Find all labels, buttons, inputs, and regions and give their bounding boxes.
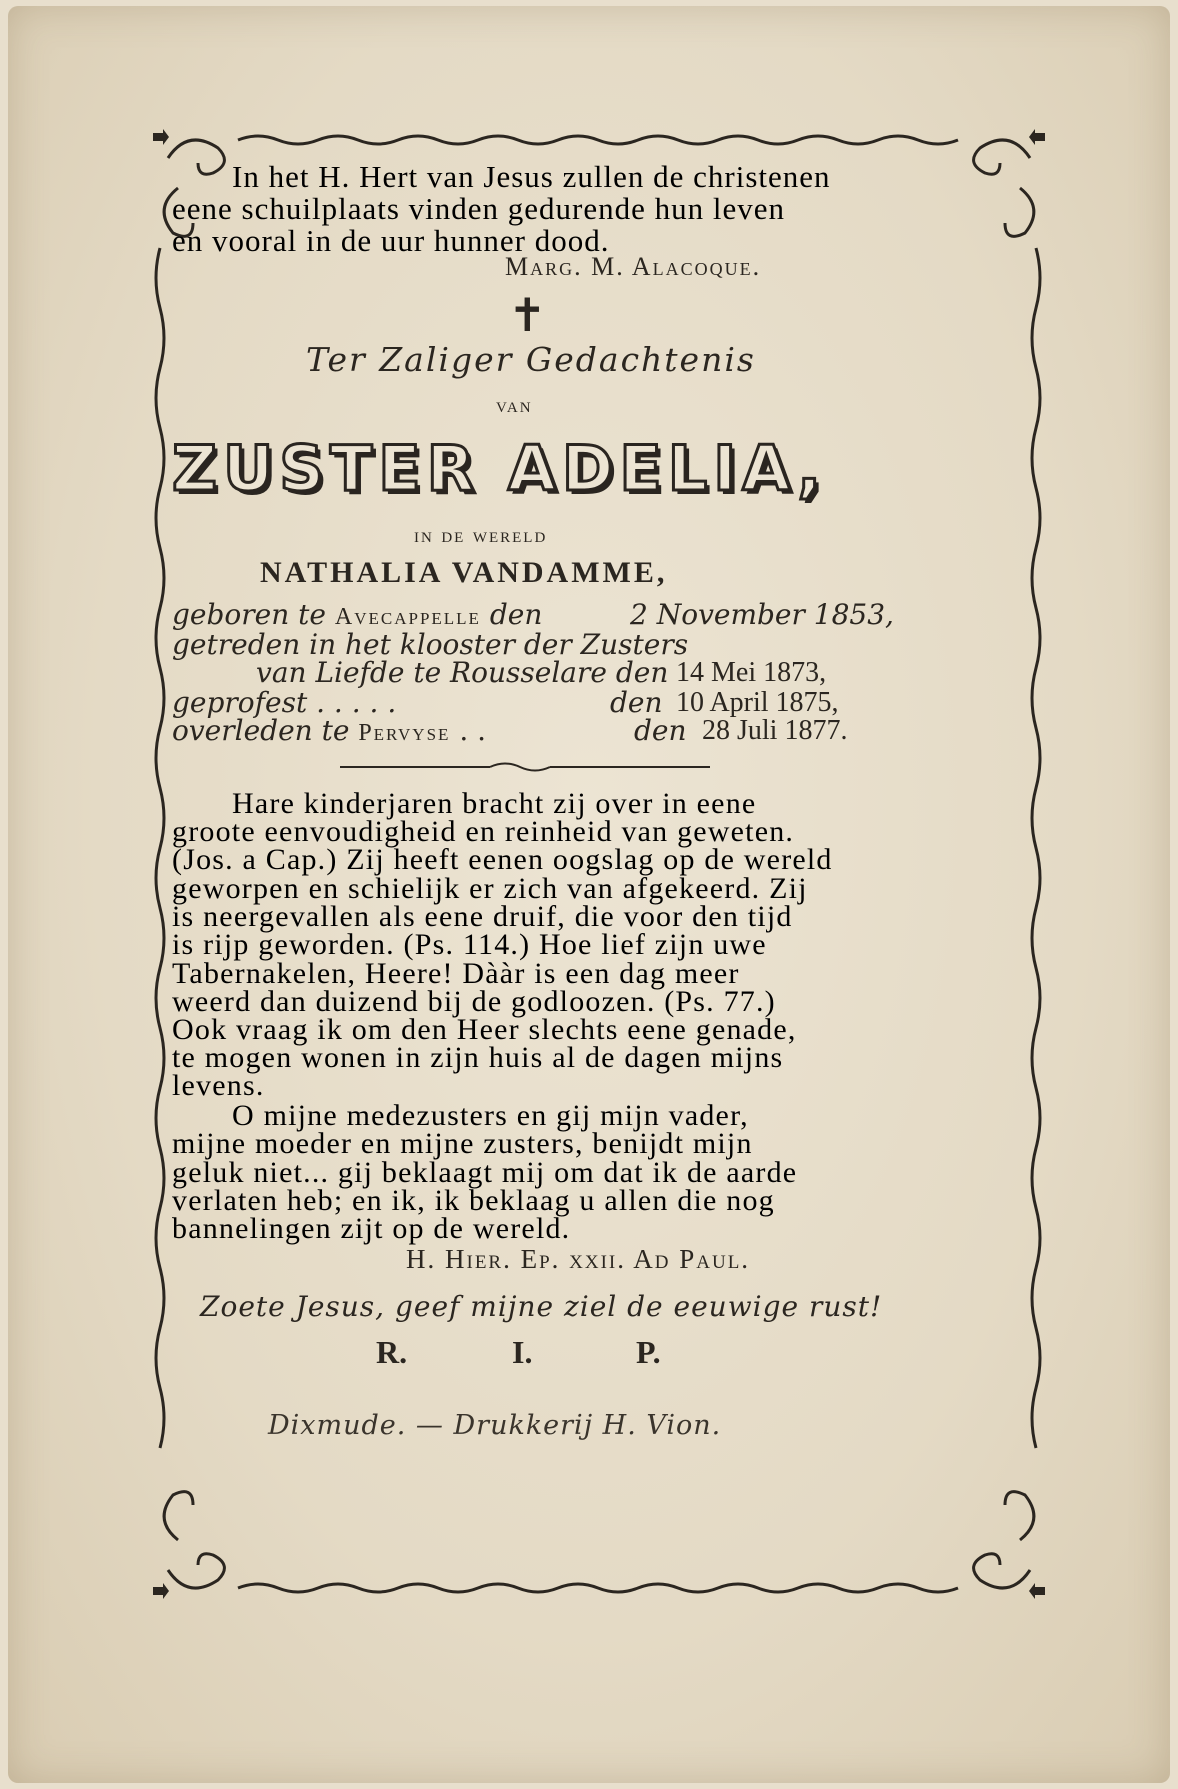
bio-convent	[256, 656, 827, 689]
rip-p: P.	[636, 1334, 661, 1370]
motto-attribution: Marg. M. Alacoque.	[505, 252, 762, 281]
bio-birth-label: geboren te	[172, 598, 335, 631]
bio-death-date: 28 Juli 1877.	[702, 715, 848, 746]
sister-name-title: ZUSTER ADELIA,	[172, 432, 827, 505]
divider-ornament	[340, 760, 710, 774]
body-line-8: weerd dan duizend bij de godloozen. (Ps. 77.)	[172, 985, 776, 1018]
body-line-3: (Jos. a Cap.) Zij heeft eenen oogslag op de wereld	[172, 843, 833, 876]
body-line-9: Ook vraag ik om den Heer slechts eene genade,	[172, 1013, 797, 1046]
bio-entry: getreden in het klooster der Zusters	[172, 628, 689, 661]
body-line-2: groote eenvoudigheid en reinheid van geweten.	[172, 815, 795, 848]
rip-i: I.	[512, 1334, 533, 1370]
bio-birth-place: Avecappelle	[334, 604, 481, 630]
bio-profession-date: 10 April 1875,	[676, 687, 839, 718]
bio-convent-date: 14 Mei 1873,	[676, 657, 827, 688]
body-line-1: Hare kinderjaren bracht zij over in eene	[232, 787, 757, 820]
prayer: Zoete Jesus, geef mijne ziel de eeuwige rust!	[200, 1290, 883, 1323]
cross-icon: ✝	[508, 288, 547, 342]
body-line-4: geworpen en schielijk er zich van afgekeerd. Zij	[172, 872, 808, 905]
body-line-14: geluk niet... gij beklaagt mij om dat ik de aarde	[172, 1156, 798, 1189]
bio-birth-date: 2 November 1853,	[630, 598, 894, 631]
rip-r: R.	[376, 1334, 408, 1370]
bio-death-dots: . .	[450, 714, 487, 747]
bio-profession-den: den	[610, 686, 663, 719]
memorial-heading: Ter Zaliger Gedachtenis	[306, 340, 756, 379]
body-line-16: bannelingen zijt op de wereld.	[172, 1212, 571, 1245]
body-line-10: te mogen wonen in zijn huis al de dagen mijns	[172, 1041, 784, 1074]
body-attribution: H. Hier. Ep. xxii. Ad Paul.	[406, 1244, 751, 1274]
birth-name: NATHALIA VANDAMME,	[260, 556, 668, 589]
body-line-12: O mijne medezusters en gij mijn vader,	[232, 1099, 749, 1132]
motto-line-3: en vooral in de uur hunner dood.	[172, 223, 610, 258]
printer-imprint: Dixmude. — Drukkerij H. Vion.	[268, 1410, 722, 1441]
motto-line-1: In het H. Hert van Jesus zullen de christenen	[232, 159, 831, 194]
body-line-5: is neergevallen als eene druif, die voor den tijd	[172, 900, 793, 933]
body-line-11: levens.	[172, 1069, 265, 1102]
body-line-7: Tabernakelen, Heere! Dààr is een dag meer	[172, 957, 740, 990]
bio-profession-label: geprofest . . . . .	[172, 686, 397, 719]
bio-death	[172, 714, 848, 750]
in-world-label: in de wereld	[414, 522, 548, 547]
bio-convent-label: van Liefde te Rousselare den	[256, 656, 669, 689]
bio-death-place: Pervyse	[358, 720, 451, 746]
body-line-6: is rijp geworden. (Ps. 114.) Hoe lief zijn uwe	[172, 928, 767, 961]
bio-death-label: overleden te	[172, 714, 359, 747]
bio-birth-den: den	[480, 598, 543, 631]
body-line-15: verlaten heb; en ik, ik beklaag u allen die nog	[172, 1184, 775, 1217]
body-line-13: mijne moeder en mijne zusters, benijdt mijn	[172, 1127, 753, 1160]
motto-line-2: eene schuilplaats vinden gedurende hun leven	[172, 191, 785, 226]
van-label: van	[496, 392, 533, 417]
bio-death-den: den	[634, 714, 687, 747]
